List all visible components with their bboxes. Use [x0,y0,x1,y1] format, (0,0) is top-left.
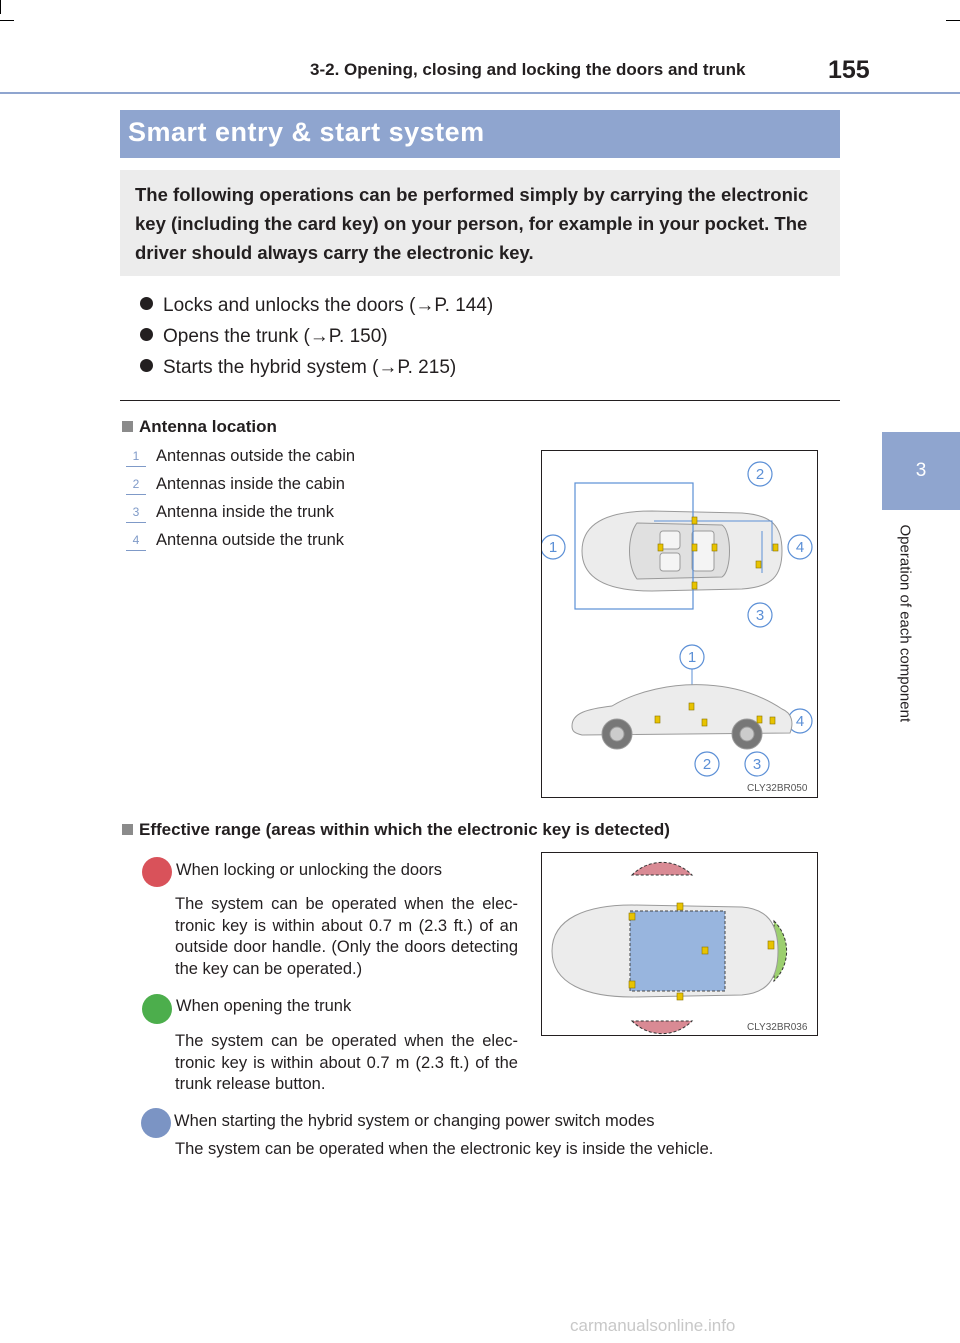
bullet-dot [140,297,153,310]
crop-mark [0,0,1,14]
legend-number: 2 [126,477,146,495]
antenna-figure [541,450,818,798]
range-figure [541,852,818,1036]
zone-color-swatch-green [142,994,172,1024]
bullet-item [140,295,493,317]
callout-number: 3 [755,607,765,624]
running-header: 3-2. Opening, closing and locking the doors and trunk [310,60,746,79]
bullet-text[interactable]: Locks and unlocks the doors (→P. 144) [163,295,494,316]
car-top-view [582,511,782,591]
crop-mark [946,20,960,21]
callout-number: 3 [752,756,762,773]
legend-item [126,503,334,523]
legend-number: 3 [126,505,146,523]
bullet-text[interactable]: Starts the hybrid system (→P. 215) [163,357,457,378]
chapter-tab[interactable]: 3 [882,432,960,510]
zone-text: The system can be operated when the elec- tronic key is within about 0.7 m (2.3 ft.) of an outside door handle. (Only the doors detecting the key can be operated.) [175,895,518,978]
subheading-range [122,820,670,840]
legend-item [126,531,344,551]
figure-code: CLY32BR050 [747,783,808,794]
subheading-text: Effective range (areas within which the electronic key is detected) [139,820,670,839]
subheading-text: Antenna location [139,417,277,436]
intro-text: The following operations can be performed simply by carrying the electronic key (including the card key) on your person, for example in your pocket. The driver should always carry the electronic key. [135,184,809,263]
square-bullet-icon [122,824,133,835]
section-divider [120,400,840,401]
range-diagram [542,853,817,1035]
legend-label: Antenna inside the trunk [156,503,334,521]
legend-label: Antenna outside the trunk [156,531,345,549]
zone-color-swatch-blue [141,1108,171,1138]
bullet-item [140,357,456,379]
legend-number: 4 [126,533,146,551]
zone-title: When starting the hybrid system or changing power switch modes [174,1112,655,1130]
square-bullet-icon [122,421,133,432]
crop-mark [0,20,14,21]
callout-number: 2 [755,466,765,483]
zone-text: The system can be operated when the elec- tronic key is within about 0.7 m (2.3 ft.) of the trunk release button. [175,1032,518,1093]
legend-label: Antennas inside the cabin [156,475,345,493]
bullet-dot [140,359,153,372]
chapter-label: Operation of each component [896,524,914,723]
intro-box [120,170,840,276]
zone-text: The system can be operated when the electronic key is inside the vehicle. [175,1140,714,1158]
bullet-text[interactable]: Opens the trunk (→P. 150) [163,326,388,347]
section-title-bar [120,110,840,158]
bullet-dot [140,328,153,341]
page-number: 155 [828,56,870,84]
zone-title: When opening the trunk [176,997,352,1015]
callout-number: 4 [795,539,805,556]
callout-number: 1 [687,649,697,666]
subheading-antenna [122,417,277,437]
callout-number: 2 [702,756,712,773]
figure-code: CLY32BR036 [747,1022,808,1033]
watermark: carmanualsonline.info [570,1316,736,1335]
callout-number: 1 [548,539,558,556]
legend-item [126,447,355,467]
chapter-label-wrap [896,523,914,783]
callout-number: 4 [795,713,805,730]
antenna-diagram [542,451,817,797]
zone-color-swatch-red [142,857,172,887]
zone-title: When locking or unlocking the doors [176,861,442,879]
bullet-item [140,326,388,348]
legend-number: 1 [126,449,146,467]
section-title: Smart entry & start system [128,117,485,147]
legend-label: Antennas outside the cabin [156,447,356,465]
legend-item [126,475,345,495]
header-rule [0,92,960,94]
